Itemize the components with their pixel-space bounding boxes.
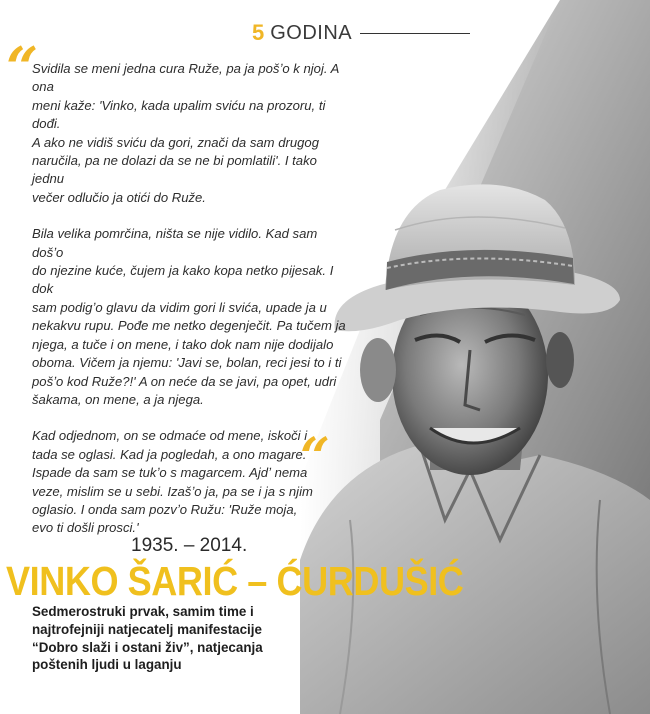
story-paragraph-1: Svidila se meni jedna cura Ruže, pa ja pošʼo k njoj. A ona meni kaže: 'Vinko, kada upalim sviću na prozoru, ti dođi. A ako ne vidiš sviću da gori, znači da sam drugog naručila, pa ne dolazi da se ne bi pomlatili'. I tako jednu večer odlučio ja otići do Ruže. [32,61,339,205]
header-divider [360,33,470,34]
quote-open-icon: “ [6,35,39,101]
person-name: VINKO ŠARIĆ – ĆURDUŠIĆ [6,558,464,604]
story-paragraph-3: Kad odjednom, on se odmaće od mene, iskoči i tada se oglasi. Kad ja pogledah, a ono magare. Ispade da sam se tukʼo s magarcem. Ajdʼ nema veze, mislim se u sebi. Izašʼo ja, pa se i ja s njim oglasio. I onda sam pozvʼo Ružu: 'Ruže moja, evo ti došli prosci.' [32,428,313,536]
person-description: Sedmerostruki prvak, samim time i najtrofejniji natjecatelj manifestacije “Dobro slaži i ostani živ”, natjecanja poštenih ljudi u laganju [32,604,263,673]
header-label: GODINA [270,21,353,44]
life-years: 1935. – 2014. [131,535,248,556]
header-number: 5 [252,20,265,45]
story-paragraph-2: Bila velika pomrčina, ništa se nije vidilo. Kad sam došʼo do njezine kuće, čujem ja kako kopa netko pijesak. I dok sam podigʼo glavu da vidim gori li svića, upade ja u nekakvu rupu. Pođe me netko degenječit. Pa tučem ja njega, a tuče i on mene, i tako dok nam nije dodijalo oboma. Vičem ja njemu: 'Javi se, bolan, reci jesi to i ti pošʼo kod Ruže?!' A on neće da se javi, pa opet, udri šakama, on mene, a ja njega. [32,226,346,407]
quote-close-icon: “ [300,427,330,488]
section-header [252,20,352,46]
